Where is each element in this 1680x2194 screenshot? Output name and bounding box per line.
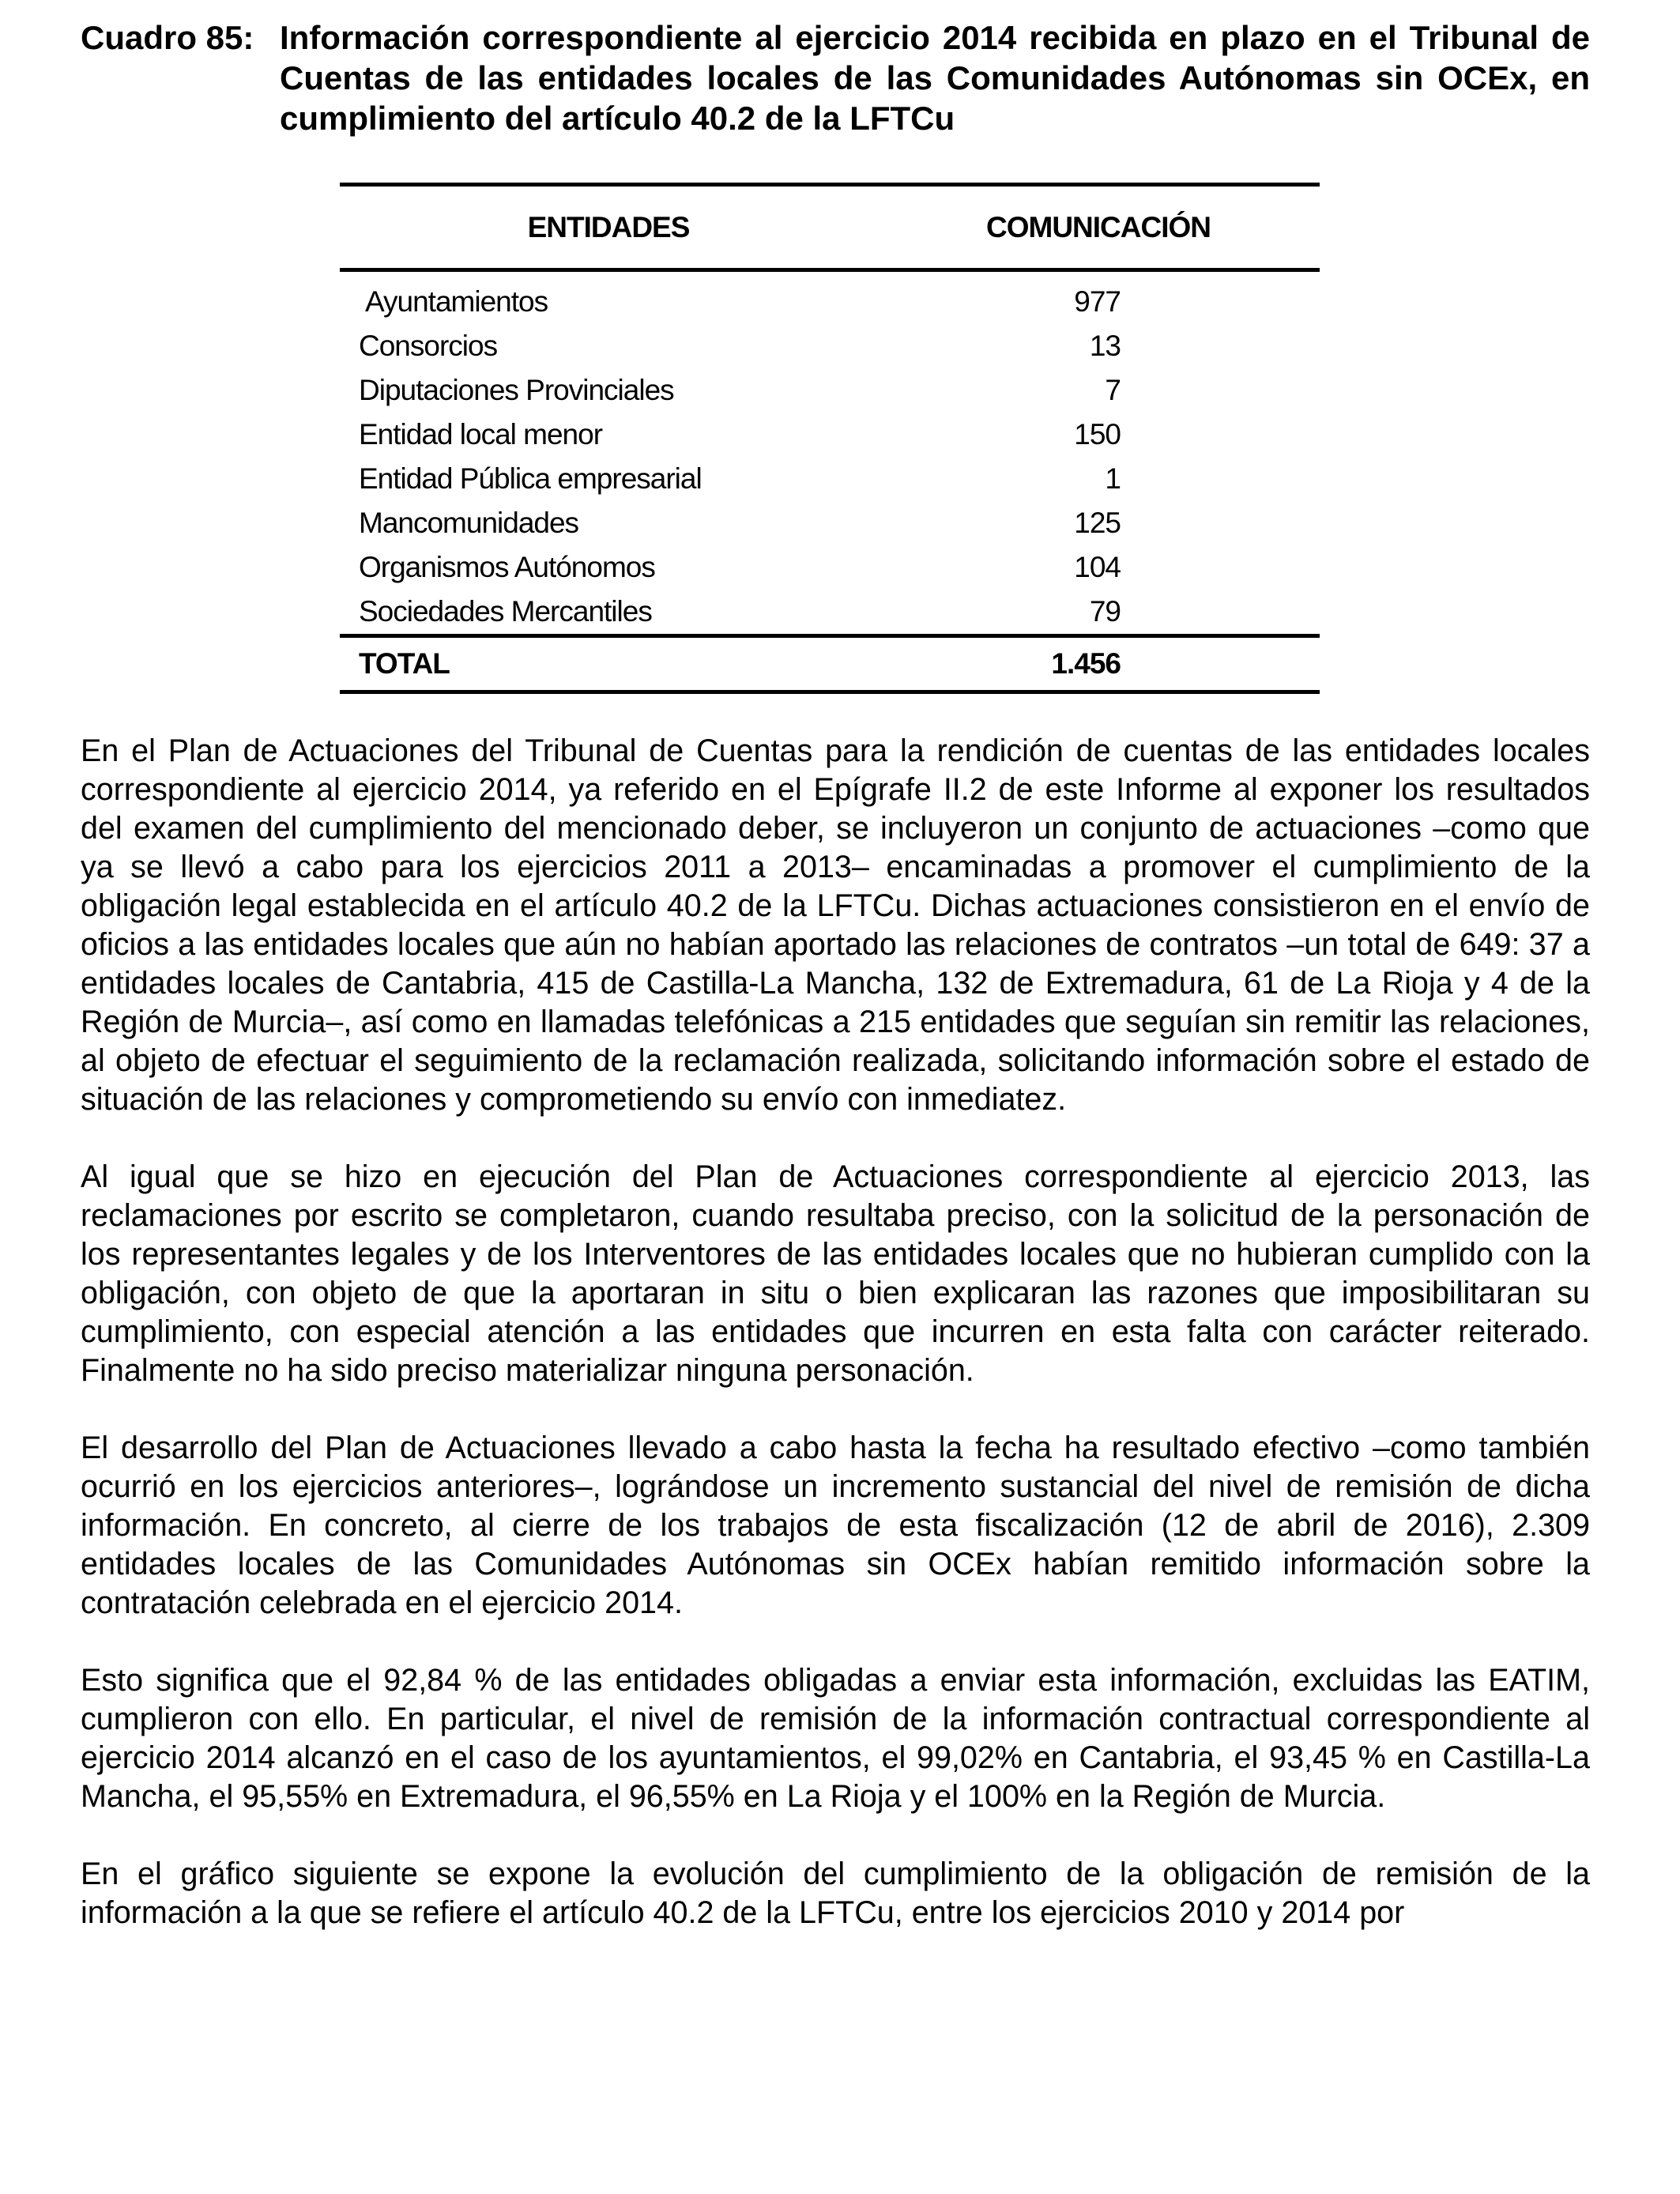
row-comunicacion: 125 xyxy=(1074,507,1121,539)
row-entidad: Consorcios xyxy=(359,330,498,362)
table-row xyxy=(340,501,1320,545)
header-entidades: ENTIDADES xyxy=(340,185,877,270)
paragraph: En el gráfico siguiente se expone la evolución del cumplimiento de la obligación de remisión de la información a la que se refiere el artículo 40.2 de la LFTCu, entre los ejercicios 2010 y 2014 por xyxy=(81,1857,1590,1930)
paragraph: Esto significa que el 92,84 % de las entidades obligadas a enviar esta información, excluidas las EATIM, cumplieron con ello. En particular, el nivel de remisión de la información contractual correspondiente al ejercicio 2014 alcanzó en el caso de los ayuntamientos, el 99,02% en Cantabria, el 93,45 % en Castilla-La Mancha, el 95,55% en Extremadura, el 96,55% en La Rioja y el 100% en la Región de Murcia. xyxy=(81,1663,1590,1814)
paragraph: En el Plan de Actuaciones del Tribunal de Cuentas para la rendición de cuentas de las entidades locales correspondiente al ejercicio 2014, ya referido en el Epígrafe II.2 de este Informe al exponer los resultados del examen del cumplimiento del mencionado deber, se incluyeron un conjunto de actuaciones –como que ya se llevó a cabo para los ejercicios 2011 a 2013– encaminadas a promover el cumplimiento de la obligación legal establecida en el artículo 40.2 de la LFTCu. Dichas actuaciones consistieron en el envío de oficios a las entidades locales que aún no habían aportado las relaciones de contratos –un total de 649: 37 a entidades locales de Cantabria, 415 de Castilla-La Mancha, 132 de Extremadura, 61 de La Rioja y 4 de la Región de Murcia–, así como en llamadas telefónicas a 215 entidades que seguían sin remitir las relaciones, al objeto de efectuar el seguimiento de la reclamación realizada, solicitando información sobre el estado de situación de las relaciones y comprometiendo su envío con inmediatez. xyxy=(81,733,1590,1117)
caption-text: Información correspondiente al ejercicio 2014 recibida en plazo en el Tribunal de Cuentas de las entidades locales de las Comunidades Autónomas sin OCEx, en cumplimiento del artículo 40.2 de la LFTCu xyxy=(280,19,1590,137)
body-text xyxy=(81,732,1590,1932)
table-row xyxy=(340,324,1320,368)
row-comunicacion: 150 xyxy=(1074,418,1121,450)
table-row xyxy=(340,368,1320,413)
table-row xyxy=(340,270,1320,325)
document-page xyxy=(81,17,1590,1971)
row-entidad: Sociedades Mercantiles xyxy=(359,595,652,628)
total-label: TOTAL xyxy=(340,636,877,692)
row-entidad: Entidad local menor xyxy=(359,418,603,450)
total-value: 1.456 xyxy=(877,636,1320,692)
row-comunicacion: 79 xyxy=(1089,595,1121,628)
table-row xyxy=(340,413,1320,457)
header-comunicacion: COMUNICACIÓN xyxy=(877,185,1320,270)
table-total-row xyxy=(340,636,1320,692)
row-comunicacion: 13 xyxy=(1089,330,1121,362)
table-row xyxy=(340,590,1320,636)
paragraph: El desarrollo del Plan de Actuaciones llevado a cabo hasta la fecha ha resultado efectivo –como también ocurrió en los ejercicios anteriores–, lográndose un incremento sustancial del nivel de remisión de dicha información. En concreto, al cierre de los trabajos de esta fiscalización (12 de abril de 2016), 2.309 entidades locales de las Comunidades Autónomas sin OCEx habían remitido información sobre la contratación celebrada en el ejercicio 2014. xyxy=(81,1431,1590,1620)
caption-label: Cuadro 85: xyxy=(81,19,254,56)
data-table-wrapper xyxy=(340,183,1320,694)
table-row xyxy=(340,545,1320,590)
row-entidad: Mancomunidades xyxy=(359,507,579,539)
paragraph: Al igual que se hizo en ejecución del Plan de Actuaciones correspondiente al ejercicio 2013, las reclamaciones por escrito se completaron, cuando resultaba preciso, con la solicitud de la personación de los representantes legales y de los Interventores de las entidades locales que no hubieran cumplido con la obligación, con objeto de que la aportaran in situ o bien explicaran las razones que imposibilitaran su cumplimiento, con especial atención a las entidades que incurren en esta falta con carácter reiterado. Finalmente no ha sido preciso materializar ninguna personación. xyxy=(81,1159,1590,1388)
table-row xyxy=(340,457,1320,501)
row-entidad: Entidad Pública empresarial xyxy=(359,462,702,495)
row-comunicacion: 977 xyxy=(1074,285,1121,318)
row-comunicacion: 7 xyxy=(1105,374,1121,406)
row-entidad: Ayuntamientos xyxy=(365,285,548,318)
row-entidad: Organismos Autónomos xyxy=(359,551,655,583)
entities-table xyxy=(340,183,1320,694)
row-entidad: Diputaciones Provinciales xyxy=(359,374,674,406)
row-comunicacion: 104 xyxy=(1074,551,1121,583)
row-comunicacion: 1 xyxy=(1105,462,1121,495)
table-header-row xyxy=(340,185,1320,270)
table-caption xyxy=(81,17,1590,138)
